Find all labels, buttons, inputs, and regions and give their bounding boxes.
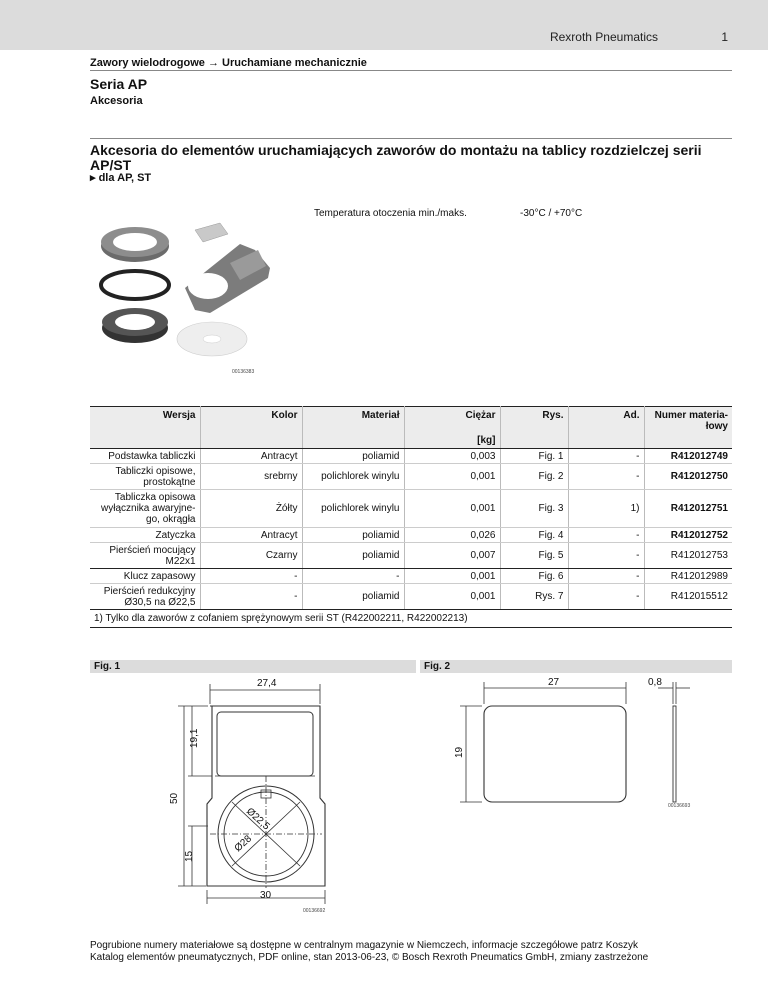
cell-color: - — [200, 569, 302, 584]
table-row — [90, 449, 732, 464]
cell-version: Klucz zapasowy — [90, 569, 200, 584]
cell-material: poliamid — [302, 543, 404, 569]
col-color: Kolor — [200, 407, 302, 434]
breadcrumb-divider — [90, 70, 732, 71]
series-subtitle: Akcesoria — [90, 95, 143, 107]
fig1-dim-width-bottom: 30 — [260, 890, 272, 901]
table-row — [90, 464, 732, 490]
cell-material: polichlorek winylu — [302, 464, 404, 490]
fig1-dim-hole-outer: Ø28 — [232, 833, 255, 855]
cell-figure: Rys. 7 — [500, 584, 568, 610]
section-subtitle: ▸ dla AP, ST — [90, 172, 152, 184]
cell-material: polichlorek winylu — [302, 490, 404, 528]
cell-color: - — [200, 584, 302, 610]
units-row — [90, 434, 732, 449]
fig2-dim-thickness: 0,8 — [648, 677, 662, 688]
cell-version: Tabliczka opisowa wyłącznika awaryjne-go, okrągła — [90, 490, 200, 528]
cell-part-number: R412012753 — [644, 543, 732, 569]
cell-material: poliamid — [302, 584, 404, 610]
page-footer — [90, 940, 730, 964]
col-figure: Rys. — [500, 407, 568, 434]
cell-part-number: R412012752 — [644, 528, 732, 543]
accessories-photo — [90, 218, 290, 368]
cell-weight: 0,007 — [404, 543, 500, 569]
cell-ad: - — [568, 449, 644, 464]
cell-material: poliamid — [302, 449, 404, 464]
series-title: Seria AP — [90, 76, 148, 92]
cell-ad: - — [568, 464, 644, 490]
table-row — [90, 584, 732, 610]
col-part-number: Numer materia-łowy — [644, 407, 732, 434]
table-header-row — [90, 407, 732, 434]
table-footnote-row — [90, 610, 732, 628]
footer-line-1: Pogrubione numery materiałowe są dostępne w centralnym magazynie w Niemczech, informacje szczegółowe patrz Koszyk — [90, 940, 639, 951]
fig1-dim-width-top: 27,4 — [257, 678, 277, 689]
cell-figure: Fig. 4 — [500, 528, 568, 543]
cell-version: Pierścień redukcyjny Ø30,5 na Ø22,5 — [90, 584, 200, 610]
fig2-drawing — [450, 676, 700, 816]
cell-part-number: R412015512 — [644, 584, 732, 610]
fig1-dim-height-total: 50 — [169, 792, 180, 804]
page-header — [0, 0, 768, 50]
fig1-code: 00136692 — [303, 908, 326, 914]
cell-figure: Fig. 5 — [500, 543, 568, 569]
temperature-label: Temperatura otoczenia min./maks. — [314, 208, 467, 219]
fig2-code: 00136693 — [668, 803, 691, 809]
cell-version: Tabliczki opisowe, prostokątne — [90, 464, 200, 490]
cell-part-number: R412012749 — [644, 449, 732, 464]
fig1-dim-height-upper: 19,1 — [189, 728, 200, 748]
cell-weight: 0,001 — [404, 490, 500, 528]
table-footnote: 1) Tylko dla zaworów z cofaniem sprężynowym serii ST (R422002211, R422002213) — [90, 610, 732, 628]
fig2-dim-height: 19 — [454, 746, 465, 758]
cell-part-number: R412012750 — [644, 464, 732, 490]
fig1-drawing — [160, 676, 360, 916]
weight-unit: [kg] — [404, 434, 500, 449]
cell-version: Podstawka tabliczki — [90, 449, 200, 464]
col-version: Wersja — [90, 407, 200, 434]
cell-weight: 0,001 — [404, 569, 500, 584]
cell-ad: 1) — [568, 490, 644, 528]
parts-table — [90, 406, 732, 628]
cell-figure: Fig. 6 — [500, 569, 568, 584]
cell-part-number: R412012989 — [644, 569, 732, 584]
cell-weight: 0,003 — [404, 449, 500, 464]
cell-color: Antracyt — [200, 449, 302, 464]
col-material: Materiał — [302, 407, 404, 434]
photo-code: 00136383 — [232, 369, 255, 375]
cell-version: Pierścień mocujący M22x1 — [90, 543, 200, 569]
cell-ad: - — [568, 528, 644, 543]
cell-figure: Fig. 1 — [500, 449, 568, 464]
fig2-dim-width: 27 — [548, 677, 560, 688]
cell-material: poliamid — [302, 528, 404, 543]
cell-weight: 0,001 — [404, 464, 500, 490]
cell-version: Zatyczka — [90, 528, 200, 543]
cell-color: Antracyt — [200, 528, 302, 543]
section-title: Akcesoria do elementów uruchamiających zaworów do montażu na tablicy rozdzielczej serii AP/ST — [90, 142, 702, 173]
col-weight: Ciężar — [404, 407, 500, 434]
col-ad: Ad. — [568, 407, 644, 434]
table-row — [90, 528, 732, 543]
cell-ad: - — [568, 543, 644, 569]
section-divider — [90, 138, 732, 139]
breadcrumb: Zawory wielodrogowe → Uruchamiane mechanicznie — [90, 57, 367, 69]
table-row — [90, 490, 732, 528]
cell-color: srebrny — [200, 464, 302, 490]
fig1-header: Fig. 1 — [90, 660, 416, 673]
cell-weight: 0,001 — [404, 584, 500, 610]
brand-name: Rexroth Pneumatics — [549, 30, 658, 44]
cell-weight: 0,026 — [404, 528, 500, 543]
footer-line-2: Katalog elementów pneumatycznych, PDF online, stan 2013-06-23, © Bosch Rexroth Pneumatics GmbH, zmiany zastrzeżone — [90, 952, 649, 963]
cell-part-number: R412012751 — [644, 490, 732, 528]
cell-ad: - — [568, 584, 644, 610]
fig1-dim-hole-inner: Ø22,5 — [243, 806, 272, 833]
cell-color: Czarny — [200, 543, 302, 569]
page-number: 1 — [721, 30, 728, 44]
table-row — [90, 543, 732, 569]
cell-figure: Fig. 3 — [500, 490, 568, 528]
cell-color: Żółty — [200, 490, 302, 528]
fig1-dim-height-lower: 15 — [184, 850, 195, 862]
temperature-value: -30°C / +70°C — [520, 208, 583, 219]
cell-ad: - — [568, 569, 644, 584]
table-row — [90, 569, 732, 584]
cell-figure: Fig. 2 — [500, 464, 568, 490]
cell-material: - — [302, 569, 404, 584]
fig2-header: Fig. 2 — [420, 660, 732, 673]
